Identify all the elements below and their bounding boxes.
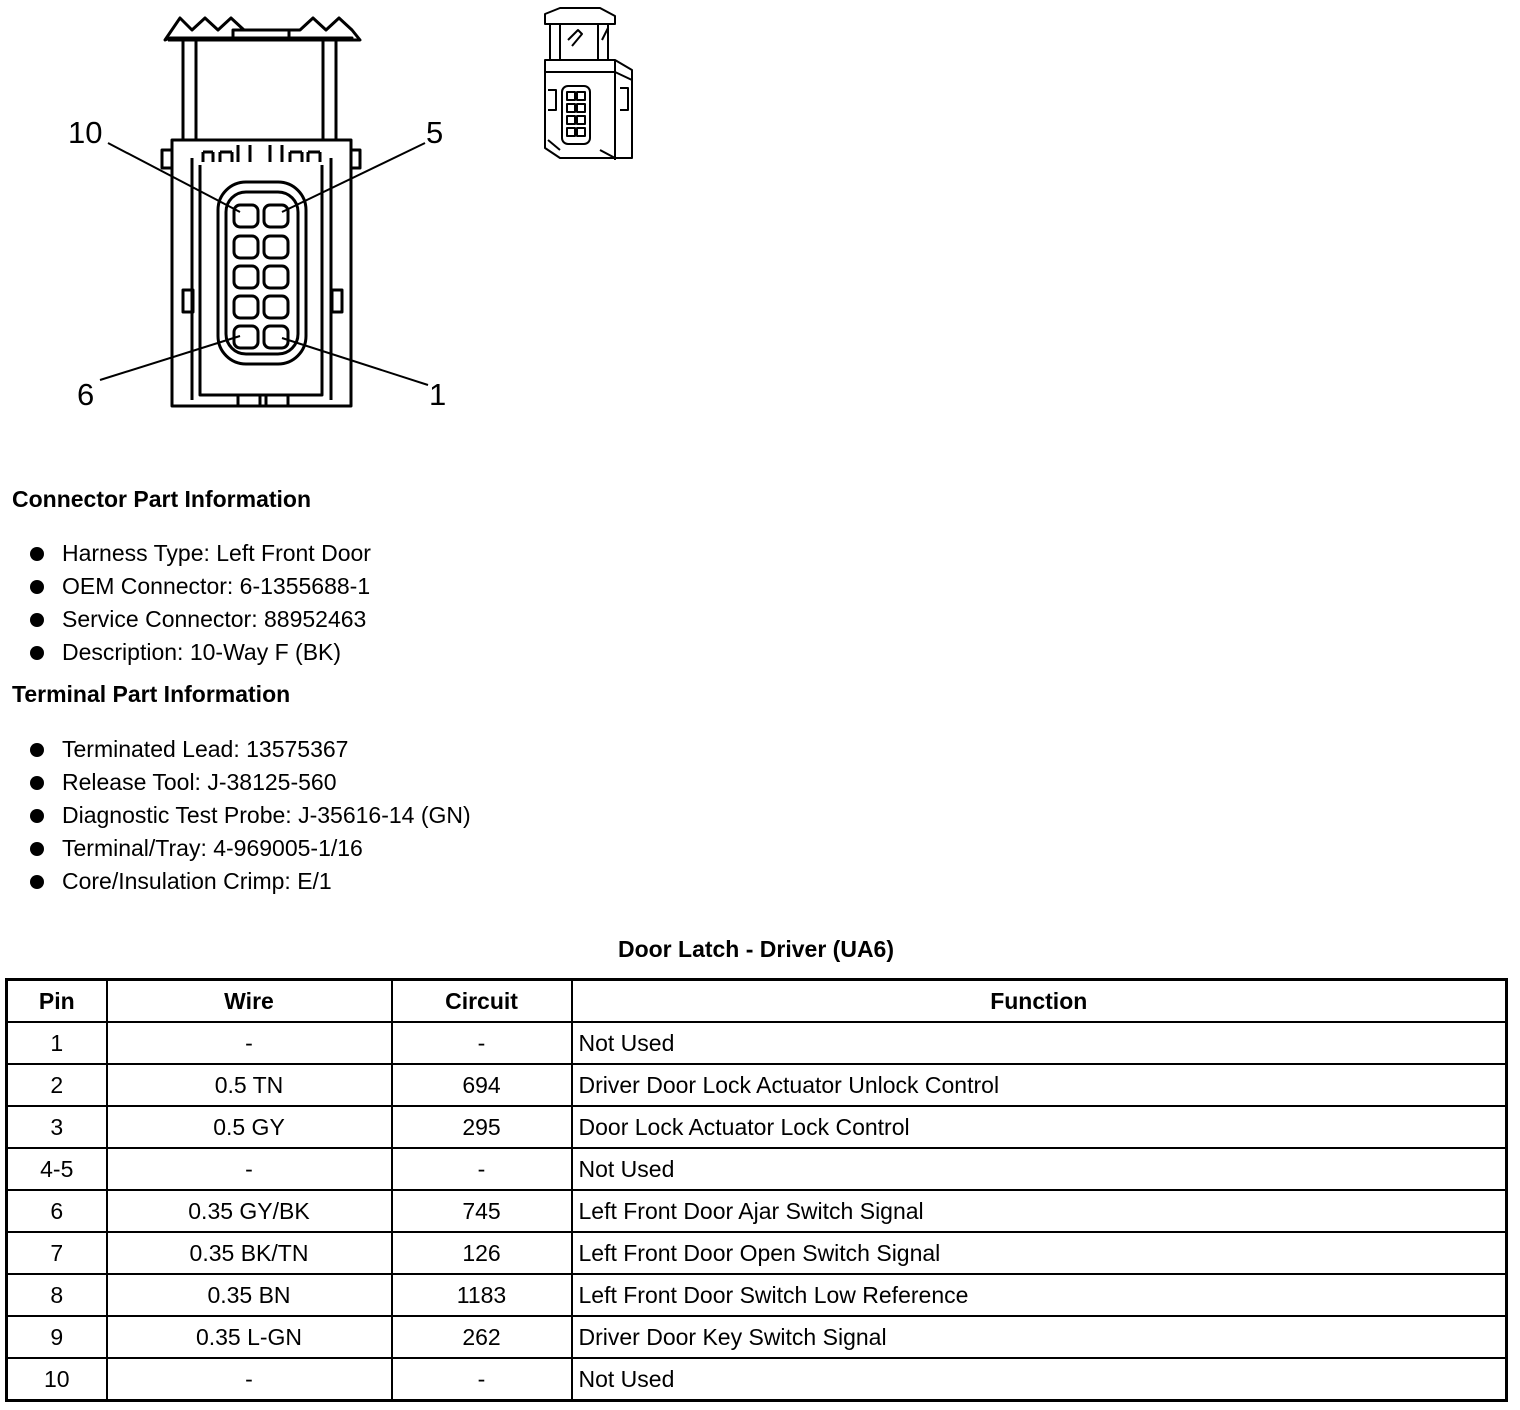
cell-wire: - [107,1148,392,1190]
cell-function: Not Used [572,1022,1507,1064]
pin-label-1: 1 [429,377,447,412]
terminal-part-info-heading: Terminal Part Information [12,681,291,707]
cell-function: Left Front Door Ajar Switch Signal [572,1190,1507,1232]
list-item: Harness Type: Left Front Door [28,540,371,573]
cell-circuit: 694 [392,1064,572,1106]
header-wire: Wire [107,980,392,1023]
pin-label-10: 10 [68,115,103,150]
table-row [7,1106,1507,1148]
cell-pin: 7 [7,1232,107,1274]
pin-table [5,978,1508,1402]
cell-circuit: 295 [392,1106,572,1148]
list-item: Terminated Lead: 13575367 [28,736,471,769]
cell-wire: 0.35 GY/BK [107,1190,392,1232]
cell-circuit: 745 [392,1190,572,1232]
table-row [7,1358,1507,1401]
cell-function: Left Front Door Open Switch Signal [572,1232,1507,1274]
list-item: Core/Insulation Crimp: E/1 [28,868,471,901]
cell-wire: 0.5 TN [107,1064,392,1106]
cell-pin: 9 [7,1316,107,1358]
cell-function: Left Front Door Switch Low Reference [572,1274,1507,1316]
table-row [7,1022,1507,1064]
cell-circuit: 1183 [392,1274,572,1316]
table-header-row [7,980,1507,1023]
list-item: Diagnostic Test Probe: J-35616-14 (GN) [28,802,471,835]
list-item: OEM Connector: 6-1355688-1 [28,573,371,606]
pin-table-title: Door Latch - Driver (UA6) [617,936,895,962]
cell-pin: 1 [7,1022,107,1064]
cell-pin: 8 [7,1274,107,1316]
header-circuit: Circuit [392,980,572,1023]
table-row [7,1148,1507,1190]
table-row [7,1190,1507,1232]
cell-function: Driver Door Lock Actuator Unlock Control [572,1064,1507,1106]
list-item: Service Connector: 88952463 [28,606,371,639]
cell-circuit: 126 [392,1232,572,1274]
cell-function: Door Lock Actuator Lock Control [572,1106,1507,1148]
cell-wire: 0.35 L-GN [107,1316,392,1358]
cell-wire: 0.35 BK/TN [107,1232,392,1274]
cell-wire: 0.35 BN [107,1274,392,1316]
cell-function: Not Used [572,1358,1507,1401]
cell-circuit: 262 [392,1316,572,1358]
cell-circuit: - [392,1358,572,1401]
connector-part-info-list [28,540,371,672]
cell-function: Driver Door Key Switch Signal [572,1316,1507,1358]
cell-function: Not Used [572,1148,1507,1190]
cell-wire: 0.5 GY [107,1106,392,1148]
connector-part-info-heading: Connector Part Information [12,486,312,512]
table-row [7,1064,1507,1106]
list-item: Release Tool: J-38125-560 [28,769,471,802]
table-row [7,1232,1507,1274]
pin-label-6: 6 [77,377,95,412]
cell-circuit: - [392,1148,572,1190]
cell-pin: 3 [7,1106,107,1148]
cell-circuit: - [392,1022,572,1064]
header-pin: Pin [7,980,107,1023]
terminal-part-info-list [28,736,471,901]
cell-wire: - [107,1022,392,1064]
cell-pin: 10 [7,1358,107,1401]
list-item: Terminal/Tray: 4-969005-1/16 [28,835,471,868]
header-function: Function [572,980,1507,1023]
connector-face-diagram [0,0,700,420]
cell-pin: 4-5 [7,1148,107,1190]
table-row [7,1316,1507,1358]
cell-pin: 2 [7,1064,107,1106]
pin-label-5: 5 [426,115,444,150]
cell-wire: - [107,1358,392,1401]
cell-pin: 6 [7,1190,107,1232]
table-row [7,1274,1507,1316]
list-item: Description: 10-Way F (BK) [28,639,371,672]
